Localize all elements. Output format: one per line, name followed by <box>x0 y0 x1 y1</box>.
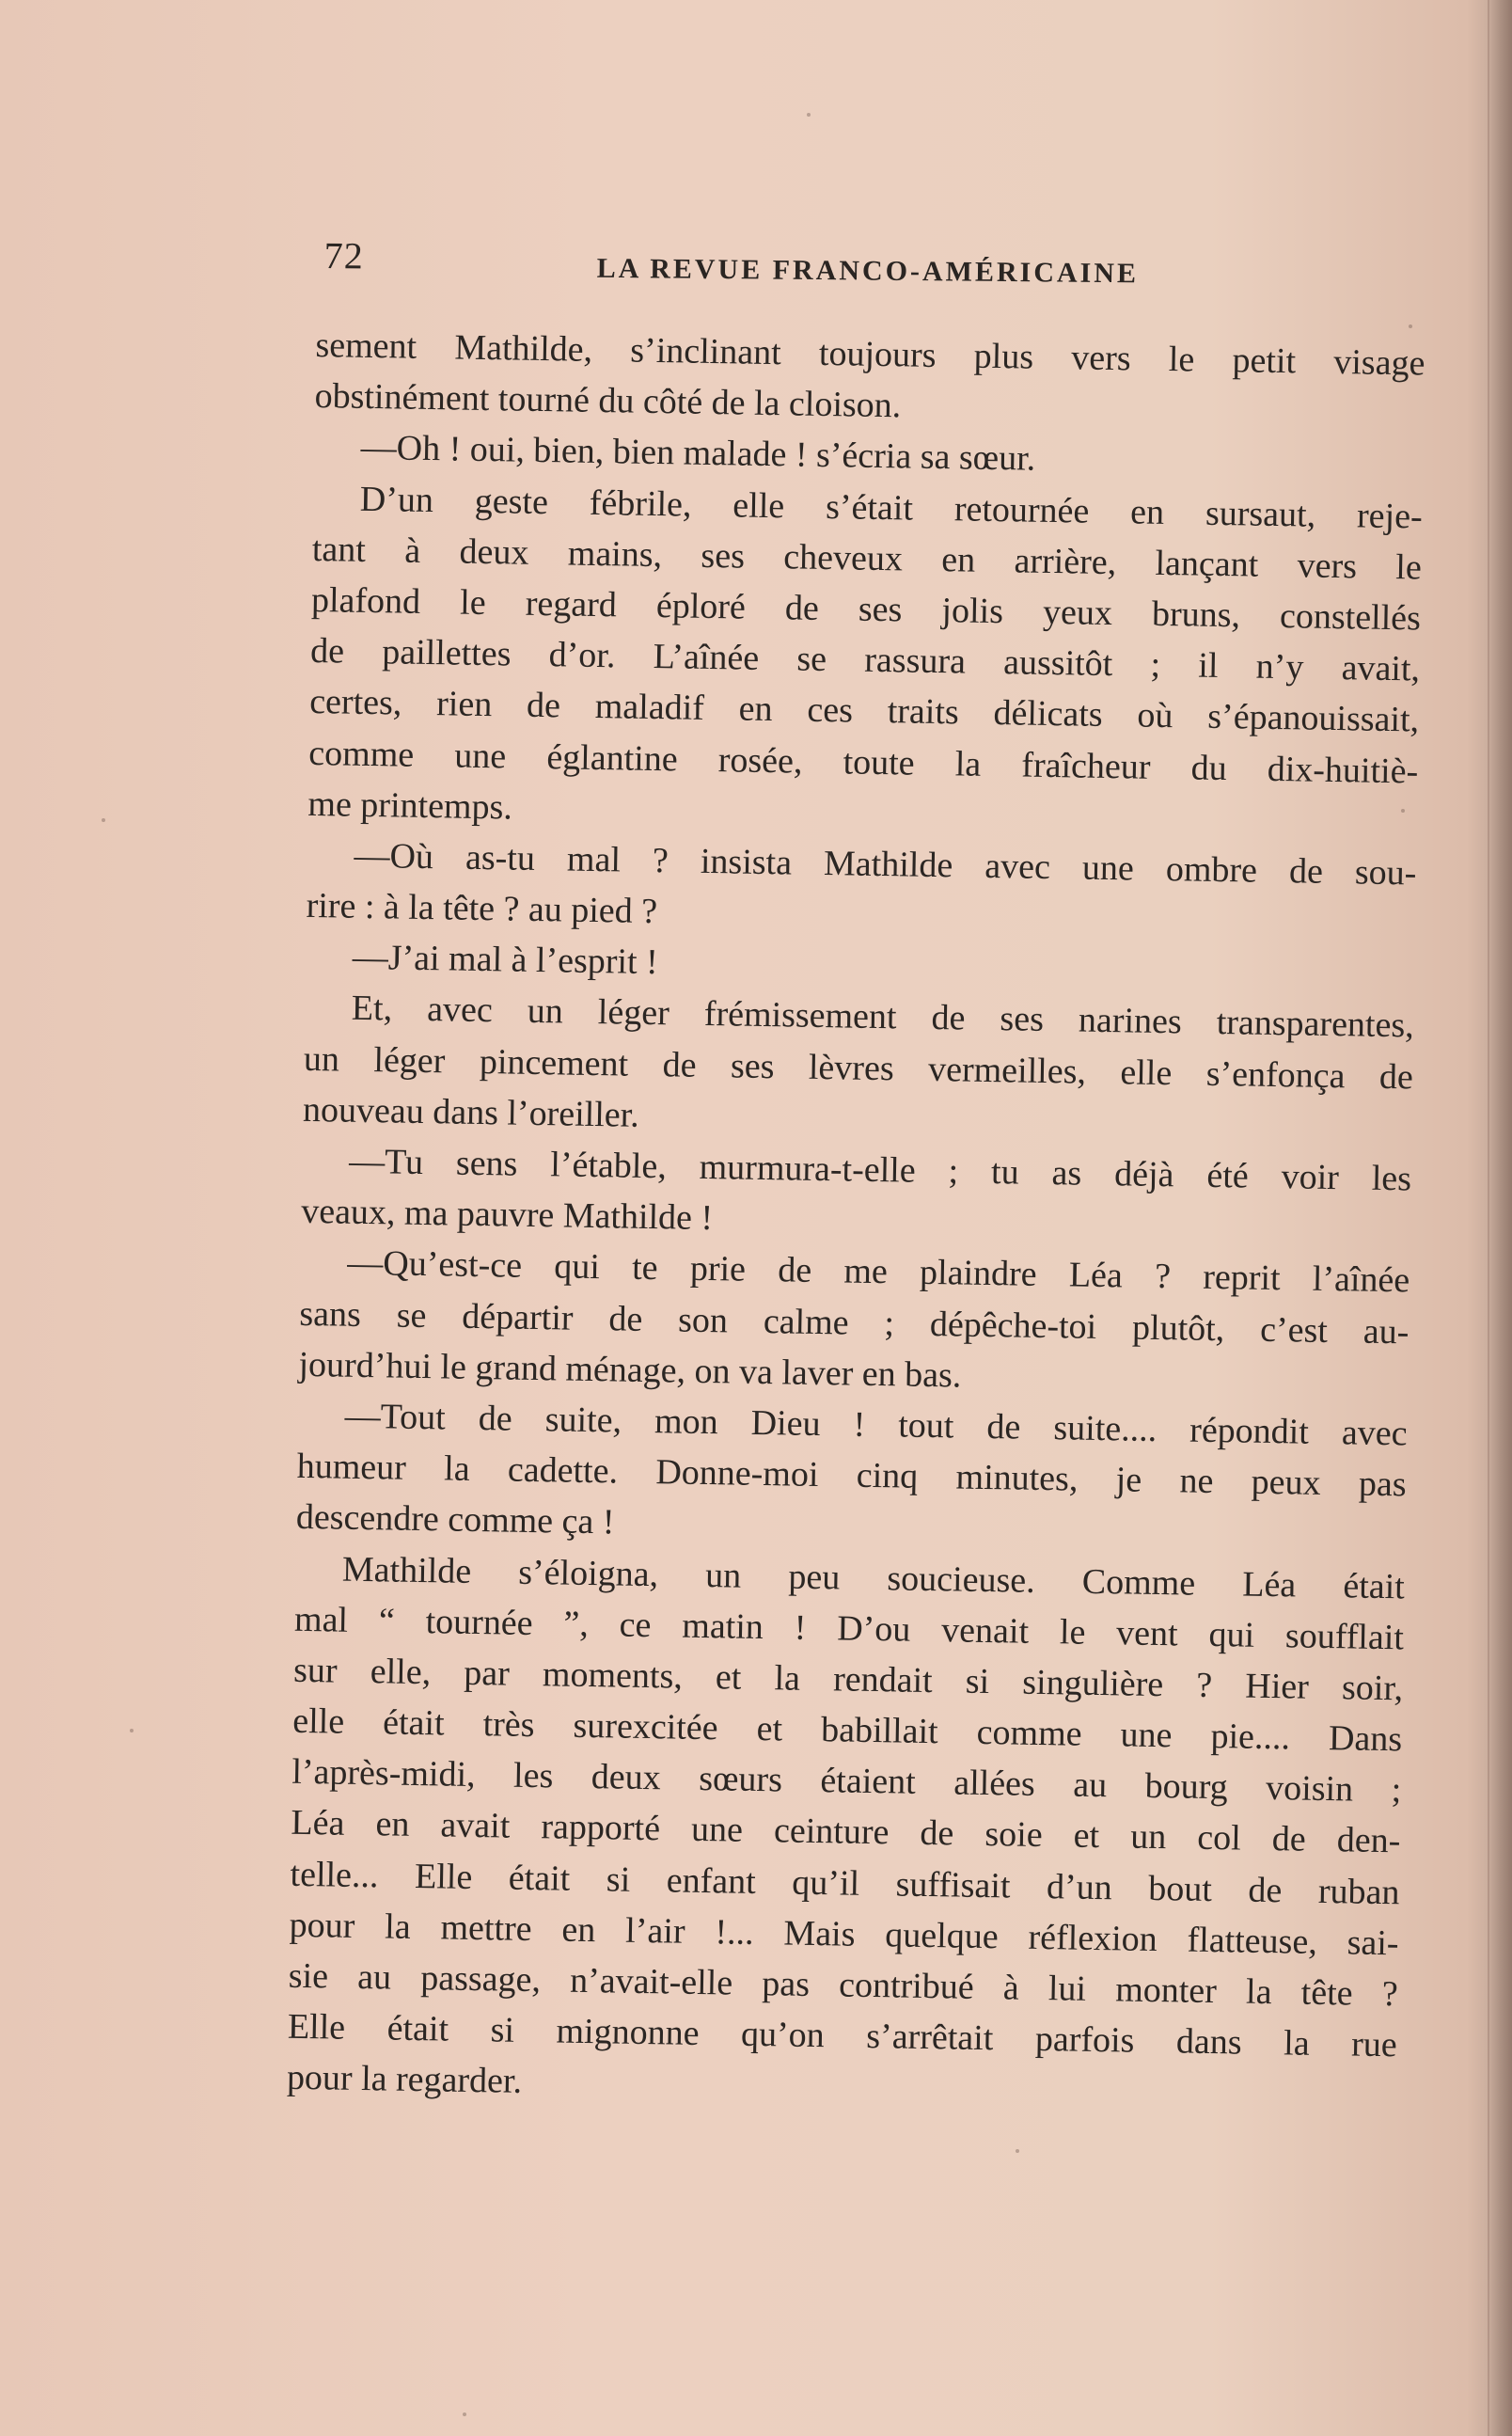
text-line: Mathilde s’éloigna, un peu soucieuse. Comme Léa était <box>341 1549 1406 1606</box>
text-line: nouveau dans l’oreiller. <box>302 1089 640 1135</box>
text-line: descendre comme ça ! <box>295 1497 615 1542</box>
paper-speck <box>1016 2149 1019 2153</box>
running-title: LA REVUE FRANCO-AMÉRICAINE <box>596 252 1140 290</box>
body-text <box>287 320 1425 2122</box>
text-line: me printemps. <box>307 783 513 828</box>
text-line: sur elle, par moments, et la rendait si singulière ? Hier soir, <box>292 1650 1404 1709</box>
text-line: jourd’hui le grand ménage, on va laver en bas. <box>298 1344 962 1396</box>
text-line: pour la mettre en l’air !... Mais quelque réflexion flatteuse, sai- <box>289 1905 1399 1964</box>
page-edge-shadow <box>1488 0 1512 2436</box>
paper-speck <box>463 2412 466 2416</box>
text-line: de paillettes d’or. L’aînée se rassura aussitôt ; il n’y avait, <box>309 631 1421 689</box>
text-line: —Où as-tu mal ? insista Mathilde avec une ombre de sou- <box>354 835 1417 894</box>
text-line: certes, rien de maladif en ces traits délicats où s’épanouissait, <box>308 682 1420 740</box>
text-line: un léger pincement de ses lèvres vermeilles, elle s’enfonça de <box>303 1038 1414 1098</box>
text-line: D’un geste fébrile, elle s’était retournée en sursaut, reje- <box>359 479 1424 537</box>
text-line: sans se départir de son calme ; dépêche-toi plutôt, c’est au- <box>299 1293 1410 1352</box>
text-line: —Qu’est-ce qui te prie de me plaindre Léa ? reprit l’aînée <box>347 1243 1410 1301</box>
text-line: humeur la cadette. Donne-moi cinq minutes, je ne peux pas <box>296 1446 1407 1505</box>
text-line: obstinément tourné du côté de la cloison. <box>314 376 902 426</box>
text-line: tant à deux mains, ses cheveux en arrière, lançant vers le <box>311 529 1423 588</box>
text-line: telle... Elle était si enfant qu’il suffisait d’un bout de ruban <box>290 1854 1400 1912</box>
text-line: l’après-midi, les deux sœurs étaient allées au bourg voisin ; <box>291 1752 1402 1811</box>
text-line: —Tu sens l’étable, murmura-t-elle ; tu as déjà été voir les <box>348 1141 1412 1199</box>
text-line: elle était très surexcitée et babillait comme une pie.... Dans <box>291 1700 1403 1760</box>
text-line: —Tout de suite, mon Dieu ! tout de suite.... répondit avec <box>344 1396 1408 1454</box>
paper-speck <box>807 113 811 117</box>
text-line: sement Mathilde, s’inclinant toujours plus vers le petit visage <box>315 324 1425 384</box>
text-line: sie au passage, n’avait-elle pas contribué à lui monter la tête ? <box>288 1955 1398 2015</box>
running-header <box>323 233 1171 298</box>
text-line: Léa en avait rapporté une ceinture de soie et un col de den- <box>291 1803 1401 1861</box>
text-line: —Oh ! oui, bien, bien malade ! s’écria sa sœur. <box>360 428 1036 480</box>
text-line: —J’ai mal à l’esprit ! <box>352 937 659 983</box>
paper-speck <box>1409 324 1412 328</box>
text-line: pour la regarder. <box>286 2058 523 2102</box>
text-line: veaux, ma pauvre Mathilde ! <box>300 1192 714 1239</box>
text-line: mal “ tournée ”, ce matin ! D’ou venait le vent qui soufflait <box>293 1599 1405 1658</box>
text-line: Elle était si mignonne qu’on s’arrêtait parfois dans la rue <box>287 2006 1398 2065</box>
paper-speck <box>1401 809 1405 813</box>
paper-speck <box>130 1729 134 1732</box>
text-line: rire : à la tête ? au pied ? <box>306 885 658 932</box>
text-line: plafond le regard éploré de ses jolis yeux bruns, constellés <box>310 579 1422 639</box>
text-line: comme une églantine rosée, toute la fraîcheur du dix-huitiè- <box>308 733 1419 791</box>
page-number: 72 <box>323 233 364 277</box>
paper-speck <box>102 818 105 822</box>
text-line: Et, avec un léger frémissement de ses narines transparentes, <box>351 989 1415 1046</box>
